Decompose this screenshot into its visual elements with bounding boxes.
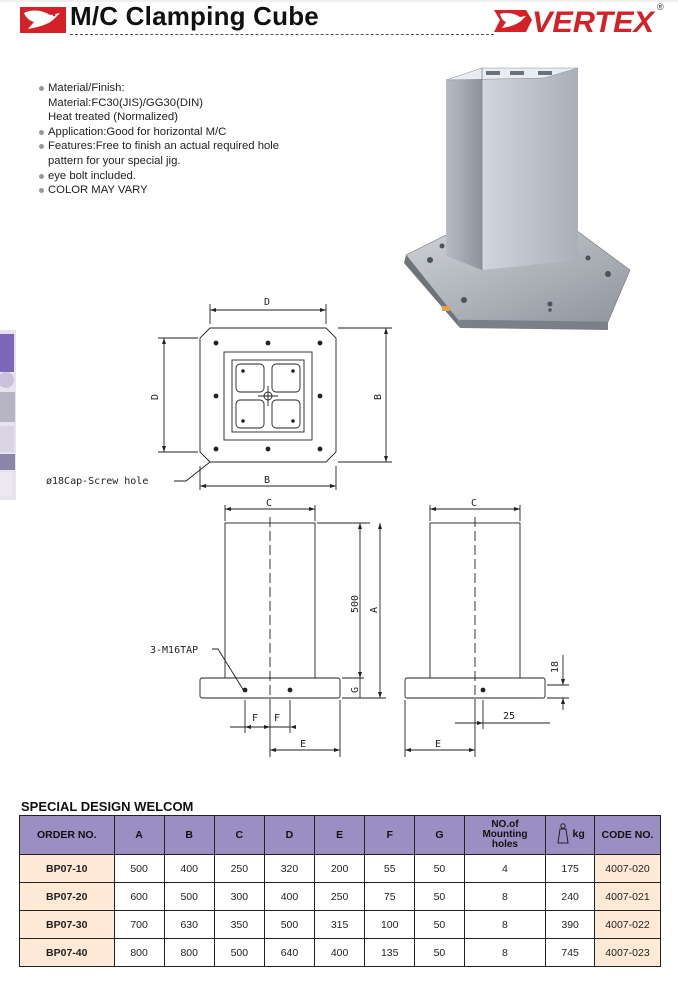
spec-item: Features:Free to finish an actual required hole: [36, 139, 356, 154]
cell-a: 800: [114, 939, 164, 967]
spec-list: [36, 81, 356, 198]
cell-g: 50: [415, 911, 464, 939]
cell-e: 250: [315, 883, 365, 911]
table-row: [20, 939, 661, 967]
bullet-icon: [39, 130, 44, 135]
cell-kg: 240: [546, 883, 595, 911]
brand-name: VERTEX: [532, 6, 657, 36]
dim-label-b-bottom: B: [264, 475, 271, 486]
bullet-icon: [39, 188, 44, 193]
col-header-kg: kg: [546, 816, 595, 855]
col-header-order: ORDER NO.: [20, 816, 115, 855]
dim-label-b-right: B: [373, 393, 384, 400]
vertex-logo: [492, 4, 662, 36]
cell-holes: 8: [464, 883, 546, 911]
dim-label-g: G: [350, 686, 361, 693]
table-row: [20, 855, 661, 883]
cell-a: 600: [114, 883, 164, 911]
cap-screw-label: ø18Cap-Screw hole: [46, 476, 149, 487]
col-header-g: G: [415, 816, 464, 855]
dim-label-25: 25: [503, 711, 516, 722]
cell-d: 320: [264, 855, 314, 883]
spec-item: pattern for your special jig.: [48, 154, 181, 167]
spec-item: Application:Good for horizontal M/C: [36, 125, 356, 140]
cell-holes: 8: [464, 911, 546, 939]
product-photo: [398, 60, 638, 335]
col-header-d: D: [264, 816, 314, 855]
cell-kg: 390: [546, 911, 595, 939]
bullet-icon: [39, 144, 44, 149]
cell-b: 400: [164, 855, 214, 883]
spec-table: [19, 815, 661, 967]
dim-label-e-side: E: [435, 739, 442, 750]
section-heading: SPECIAL DESIGN WELCOM: [21, 799, 194, 814]
cell-e: 315: [315, 911, 365, 939]
page-title: M/C Clamping Cube: [70, 1, 319, 31]
cell-code: 4007-021: [594, 883, 660, 911]
cell-d: 400: [264, 883, 314, 911]
col-header-code: CODE NO.: [594, 816, 660, 855]
spec-item: Material/Finish:: [36, 81, 356, 96]
col-header-b: B: [164, 816, 214, 855]
cell-a: 500: [114, 855, 164, 883]
spec-item: Material:FC30(JIS)/GG30(DIN): [48, 96, 204, 109]
cell-e: 400: [315, 939, 365, 967]
cell-code: 4007-022: [594, 911, 660, 939]
brand-eagle-icon: [20, 5, 66, 33]
cell-code: 4007-023: [594, 939, 660, 967]
dim-label-e-front: E: [300, 739, 307, 750]
cell-g: 50: [415, 883, 464, 911]
front-view-drawing: [130, 495, 400, 760]
cell-code: 4007-020: [594, 855, 660, 883]
dim-label-d-left: D: [150, 393, 161, 400]
title-rule: [70, 34, 494, 35]
cell-order: BP07-40: [20, 939, 115, 967]
dim-label-c-front: C: [266, 498, 273, 509]
cell-b: 500: [164, 883, 214, 911]
cell-holes: 4: [464, 855, 546, 883]
dim-label-f-2: F: [274, 713, 281, 724]
col-header-e: E: [315, 816, 365, 855]
cell-e: 200: [315, 855, 365, 883]
cell-g: 50: [415, 855, 464, 883]
cell-order: BP07-30: [20, 911, 115, 939]
top-view-drawing: [40, 290, 400, 495]
dim-label-18: 18: [550, 660, 561, 673]
table-row: [20, 883, 661, 911]
tap-label: 3-M16TAP: [150, 645, 199, 656]
cell-d: 500: [264, 911, 314, 939]
dim-label-f-1: F: [252, 713, 259, 724]
cell-f: 135: [365, 939, 415, 967]
cell-c: 250: [214, 855, 264, 883]
cell-f: 75: [365, 883, 415, 911]
cell-order: BP07-20: [20, 883, 115, 911]
col-header-f: F: [365, 816, 415, 855]
cell-d: 640: [264, 939, 314, 967]
table-header-row: [20, 816, 661, 855]
cell-c: 500: [214, 939, 264, 967]
spec-item: eye bolt included.: [36, 169, 356, 184]
dim-label-c-side: C: [471, 498, 478, 509]
col-header-holes: NO.of Mounting holes: [464, 816, 546, 855]
cell-f: 55: [365, 855, 415, 883]
cell-f: 100: [365, 911, 415, 939]
spec-item: COLOR MAY VARY: [36, 183, 356, 198]
cell-kg: 745: [546, 939, 595, 967]
side-view-drawing: [395, 495, 585, 760]
spec-item: Heat treated (Normalized): [48, 111, 178, 124]
cell-g: 50: [415, 939, 464, 967]
side-photo-strip: [0, 330, 16, 500]
registered-mark: ®: [657, 2, 664, 12]
cell-c: 300: [214, 883, 264, 911]
dim-label-a: A: [369, 606, 380, 613]
cell-b: 630: [164, 911, 214, 939]
cell-b: 800: [164, 939, 214, 967]
cell-c: 350: [214, 911, 264, 939]
cell-holes: 8: [464, 939, 546, 967]
dim-label-d-top: D: [264, 297, 271, 308]
table-row: [20, 911, 661, 939]
weight-icon: [556, 823, 570, 845]
col-header-c: C: [214, 816, 264, 855]
bullet-icon: [39, 174, 44, 179]
cell-a: 700: [114, 911, 164, 939]
cell-kg: 175: [546, 855, 595, 883]
cell-order: BP07-10: [20, 855, 115, 883]
dim-label-500: 500: [350, 594, 361, 613]
bullet-icon: [39, 86, 44, 91]
col-header-a: A: [114, 816, 164, 855]
